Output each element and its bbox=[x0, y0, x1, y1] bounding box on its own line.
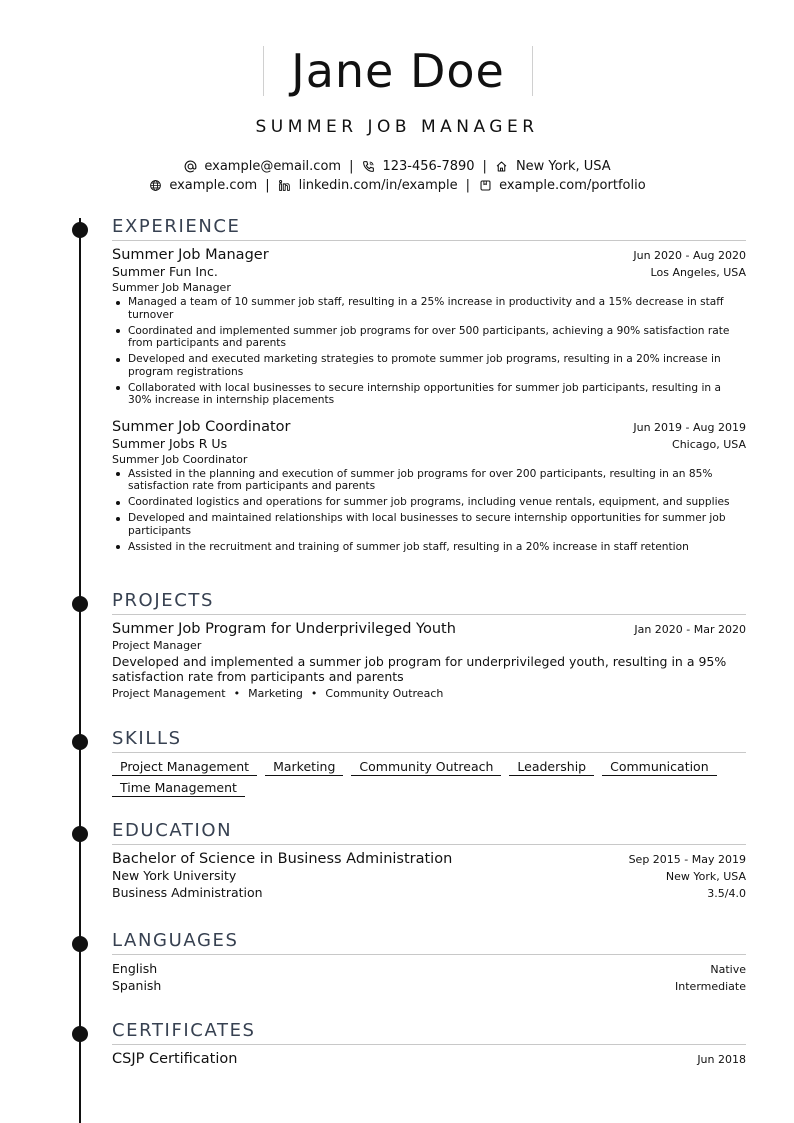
skill-tag: Community Outreach bbox=[351, 759, 501, 776]
portfolio-icon bbox=[478, 179, 492, 193]
language-level: Native bbox=[710, 963, 746, 976]
linkedin-icon bbox=[278, 179, 292, 193]
section-title-education: EDUCATION bbox=[112, 818, 746, 845]
contact-location bbox=[495, 159, 611, 174]
contact-separator: | bbox=[465, 178, 471, 193]
list-item: Coordinated and implemented summer job programs for over 500 participants, achieving a 90% satisfaction rate from participants and parents bbox=[128, 325, 746, 350]
experience-entry bbox=[112, 419, 746, 554]
timeline-dot-certificates bbox=[72, 1026, 88, 1042]
skills-section bbox=[112, 726, 746, 801]
skill-tag: Project Management bbox=[112, 759, 257, 776]
education-school: New York University bbox=[112, 868, 237, 883]
project-entry bbox=[112, 621, 746, 700]
keyword-separator-icon: • bbox=[233, 687, 241, 700]
section-title-certificates: CERTIFICATES bbox=[112, 1018, 746, 1045]
education-date: Sep 2015 - May 2019 bbox=[628, 853, 746, 866]
contact-website-text: example.com bbox=[169, 178, 258, 193]
certificates-section bbox=[112, 1018, 746, 1067]
candidate-name: Jane Doe bbox=[291, 44, 505, 98]
list-item: Developed and executed marketing strategies to promote summer job programs, resulting in a 20% increase in program registrations bbox=[128, 353, 746, 378]
contact-separator: | bbox=[349, 159, 354, 174]
project-name: Summer Job Program for Underprivileged Youth bbox=[112, 621, 456, 637]
project-date: Jan 2020 - Mar 2020 bbox=[634, 623, 746, 636]
certificate-date: Jun 2018 bbox=[697, 1053, 746, 1066]
list-item: Developed and maintained relationships with local businesses to secure internship opportunities for summer job participants bbox=[128, 512, 746, 537]
contact-website[interactable] bbox=[148, 178, 257, 193]
languages-section bbox=[112, 928, 746, 993]
section-title-projects: PROJECTS bbox=[112, 588, 746, 615]
section-title-languages: LANGUAGES bbox=[112, 928, 746, 955]
job-location: Chicago, USA bbox=[672, 437, 746, 451]
contact-separator: | bbox=[482, 159, 487, 174]
at-icon bbox=[183, 160, 197, 174]
language-name: English bbox=[112, 961, 158, 976]
home-icon bbox=[495, 160, 509, 174]
list-item: Assisted in the recruitment and training of summer job staff, resulting in a 20% increase in staff retention bbox=[128, 541, 746, 554]
list-item: Managed a team of 10 summer job staff, resulting in a 25% increase in productivity and a 15% decrease in staff turnover bbox=[128, 296, 746, 321]
globe-icon bbox=[148, 179, 162, 193]
contact-portfolio[interactable] bbox=[478, 178, 646, 193]
list-item: Collaborated with local businesses to secure internship opportunities for summer job participants, resulting in a 30% increase in internship placements bbox=[128, 382, 746, 407]
skill-tag: Communication bbox=[602, 759, 717, 776]
contact-email[interactable] bbox=[183, 159, 341, 174]
timeline-dot-experience bbox=[72, 222, 88, 238]
job-position: Summer Job Coordinator bbox=[112, 418, 291, 435]
projects-section bbox=[112, 588, 746, 700]
language-name: Spanish bbox=[112, 978, 162, 993]
experience-section bbox=[112, 214, 746, 557]
project-keyword: Community Outreach bbox=[325, 687, 444, 700]
timeline-line bbox=[79, 218, 81, 1123]
skills-list bbox=[112, 759, 746, 801]
project-keyword: Marketing bbox=[248, 687, 303, 700]
phone-icon bbox=[361, 160, 375, 174]
timeline-dot-skills bbox=[72, 734, 88, 750]
skill-tag: Marketing bbox=[265, 759, 343, 776]
contact-email-text: example@email.com bbox=[204, 159, 342, 174]
job-highlights bbox=[112, 296, 746, 407]
skill-tag: Time Management bbox=[112, 780, 245, 797]
languages-list bbox=[112, 961, 746, 993]
project-role: Project Manager bbox=[112, 639, 202, 652]
job-position: Summer Job Manager bbox=[112, 247, 269, 263]
job-summary: Summer Job Coordinator bbox=[112, 452, 248, 466]
resume-header bbox=[0, 0, 794, 210]
education-section bbox=[112, 818, 746, 900]
list-item: Coordinated logistics and operations for summer job programs, including venue rentals, equipment, and supplies bbox=[128, 496, 746, 509]
contact-location-text: New York, USA bbox=[515, 159, 611, 174]
name-frame bbox=[263, 46, 533, 96]
timeline-dot-languages bbox=[72, 936, 88, 952]
contact-separator: | bbox=[265, 178, 270, 193]
timeline-dot-projects bbox=[72, 596, 88, 612]
candidate-role: SUMMER JOB MANAGER bbox=[255, 117, 539, 137]
keyword-separator-icon: • bbox=[310, 687, 318, 700]
contact-phone-text: 123-456-7890 bbox=[382, 159, 475, 174]
contact-linkedin-text: linkedin.com/in/example bbox=[298, 178, 458, 193]
contact-phone[interactable] bbox=[361, 159, 474, 174]
language-level: Intermediate bbox=[675, 980, 746, 993]
certificate-name: CSJP Certification bbox=[112, 1051, 238, 1067]
job-date: Jun 2020 - Aug 2020 bbox=[633, 249, 746, 262]
contact-portfolio-text: example.com/portfolio bbox=[499, 178, 646, 193]
contact-linkedin[interactable] bbox=[278, 178, 458, 193]
certificate-entry bbox=[112, 1051, 746, 1067]
project-description: Developed and implemented a summer job program for underprivileged youth, resulting in a 95% satisfaction rate from participants and parents bbox=[112, 654, 727, 684]
education-field: Business Administration bbox=[112, 885, 263, 900]
contact-line-2 bbox=[0, 178, 794, 193]
skill-tag: Leadership bbox=[509, 759, 594, 776]
section-title-skills: SKILLS bbox=[112, 726, 746, 753]
experience-entry bbox=[112, 247, 746, 407]
education-degree: Bachelor of Science in Business Administration bbox=[112, 851, 453, 867]
job-company: Summer Jobs R Us bbox=[112, 435, 228, 451]
project-keyword: Project Management bbox=[112, 687, 226, 700]
job-company: Summer Fun Inc. bbox=[112, 264, 218, 279]
education-location: New York, USA bbox=[665, 870, 746, 883]
education-gpa: 3.5/4.0 bbox=[707, 887, 746, 900]
timeline-dot-education bbox=[72, 826, 88, 842]
contact-line-1 bbox=[0, 159, 794, 174]
education-entry bbox=[112, 851, 746, 900]
job-highlights bbox=[112, 468, 746, 554]
project-keywords bbox=[112, 687, 746, 700]
job-summary: Summer Job Manager bbox=[112, 281, 231, 294]
job-date: Jun 2019 - Aug 2019 bbox=[633, 420, 746, 434]
list-item: Assisted in the planning and execution of summer job programs for over 200 participants, resulting in an 85% satisfaction rate from participants and parents bbox=[128, 468, 746, 493]
section-title-experience: EXPERIENCE bbox=[112, 214, 746, 241]
job-location: Los Angeles, USA bbox=[650, 266, 746, 279]
